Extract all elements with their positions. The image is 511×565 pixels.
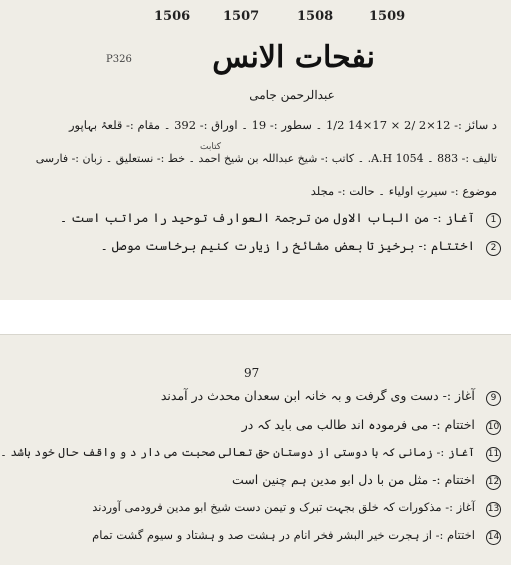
entry-text: اختتام :- برخیز تا بعض مشائخ را زیارت کنیم برخاست موصل ۔	[100, 238, 475, 253]
entry-line	[21, 414, 501, 435]
subject-row: موضوع :- سیرتِ اولیاء ۔ حالت :- مجلد	[310, 184, 497, 198]
entry-line	[21, 385, 501, 406]
entry-index: 13	[486, 502, 501, 517]
catalog-page-bottom	[0, 334, 511, 565]
entry-text: اختتام :- از ہجرت خیر البشر فخر انام در ہشت صد و ہشتاد و سیوم گشت تمام	[92, 528, 475, 542]
entry-index: 1	[486, 213, 501, 228]
katib-label: کتابت	[200, 142, 222, 152]
authorship-row: تالیف :- 883 ۔ 1054 A.H. ۔ کاتب :- شیخ عبداللہ بن شیخ احمد ۔ خط :- نستعلیق ۔ زبان :- فارسی	[35, 152, 497, 165]
entry-line	[21, 524, 501, 545]
size-row: د سائز :- 12×2 /2 × 17×14 1/2 ۔ سطور :- 19 ۔ اوراق :- 392 ۔ مقام :- قلعۂ بہاپور	[69, 118, 497, 132]
reference-code: P326	[106, 54, 132, 65]
catalog-number: 1508	[297, 9, 334, 24]
entry-line	[21, 496, 501, 517]
entry-line	[31, 207, 501, 228]
entry-line	[0, 441, 501, 462]
entry-line	[31, 235, 501, 256]
entry-index: 2	[486, 241, 501, 256]
entry-index: 14	[486, 530, 501, 545]
entry-index: 12	[486, 475, 501, 490]
page-gap	[0, 300, 511, 334]
entry-text: اختتام :- مثل من با دل ابو مدین ہم چنین است	[232, 472, 475, 487]
entry-line	[21, 469, 501, 490]
entry-index: 10	[486, 420, 501, 435]
entry-index: 9	[486, 391, 501, 406]
page-number: 97	[244, 366, 260, 380]
entry-index: 11	[486, 447, 501, 462]
author-name: عبدالرحمن جامی	[249, 88, 335, 102]
catalog-number: 1506	[154, 9, 191, 24]
entry-text: اختتام :- می فرمودہ اند طالب می باید کہ در	[241, 417, 475, 432]
entry-text: آغاز :- من الباب الاول من ترجمۃ العوارف توحید را مراتب است ۔	[59, 210, 475, 225]
entry-text: آغاز :- زمانی کہ با دوستی از دوستان حق تعالی صحبت می دار د و واقف حال خود باشد ۔	[0, 445, 475, 459]
catalog-number: 1509	[369, 9, 406, 24]
catalog-number: 1507	[223, 9, 260, 24]
entry-text: آغاز :- دست وی گرفت و بہ خانہ ابن سعدان محدث در آمدند	[160, 388, 475, 403]
manuscript-title: نفحات الانس	[212, 40, 375, 75]
entry-text: آغاز :- مذکورات کہ خلق بجہت تبرک و تیمن دست شیخ ابو مدین فرودمی آوردند	[92, 500, 475, 514]
